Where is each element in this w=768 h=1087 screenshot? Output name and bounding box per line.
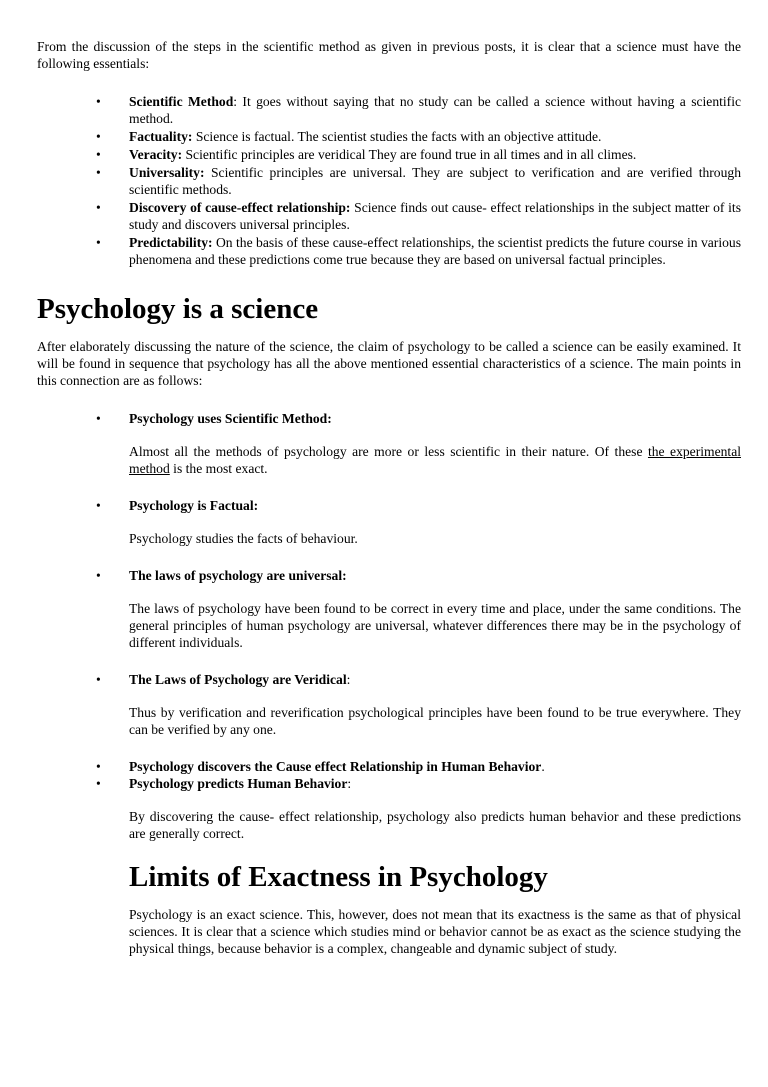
limits-paragraph: Psychology is an exact science. This, however, does not mean that its exactness is the same as that of physical sciences. It is clear that a science which studies mind or behavior cannot be as exact as the science studying the physical things, because behavior is a complex, changeable and dynamic subject of study. <box>129 907 741 956</box>
claims-list <box>37 758 741 792</box>
claim-item-scientific-method <box>37 410 741 427</box>
document-page <box>37 32 741 957</box>
essentials-list <box>37 93 741 268</box>
essential-item <box>37 234 741 268</box>
bullet-icon: • <box>96 94 101 109</box>
heading-psychology-is-a-science: Psychology is a science <box>37 293 319 325</box>
intro-paragraph: From the discussion of the steps in the scientific method as given in previous posts, it is clear that a science must have the following essentials: <box>37 39 741 71</box>
heading-limits-of-exactness: Limits of Exactness in Psychology <box>129 861 548 893</box>
claim-item-universal <box>37 567 741 584</box>
bullet-icon: • <box>96 498 101 513</box>
claim-title: Psychology predicts Human Behavior <box>129 776 348 791</box>
claim-suffix: : <box>347 776 352 791</box>
essential-term: Predictability: <box>129 235 213 250</box>
essential-item <box>37 146 741 163</box>
bullet-icon: • <box>96 165 101 180</box>
claims-list <box>37 671 741 688</box>
claim-desc: Psychology studies the facts of behaviour. <box>129 531 358 546</box>
essential-desc: Scientific principles are veridical They are found true in all times and in all climes. <box>182 147 637 162</box>
bullet-icon: • <box>96 672 101 687</box>
claims-list <box>37 410 741 427</box>
essential-desc: : It goes without saying that no study can be called a science without having a scientific method. <box>129 94 742 126</box>
claim-paragraph: After elaborately discussing the nature of the science, the claim of psychology to be called a science can be easily examined. It will be found in sequence that psychology has all the above mentioned essential characteristics of a science. The main points in this connection are as follows: <box>37 339 741 388</box>
claim-item-predicts <box>37 775 741 792</box>
bullet-icon: • <box>96 200 101 215</box>
essential-term: Veracity: <box>129 147 183 162</box>
essential-term: Universality: <box>129 165 205 180</box>
essential-term: Factuality: <box>129 129 193 144</box>
claim-item-cause-effect <box>37 758 741 775</box>
claim-title: Psychology discovers the Cause effect Relationship in Human Behavior <box>129 759 542 774</box>
essential-term: Scientific Method <box>129 94 234 109</box>
claim-title: The laws of psychology are universal: <box>129 568 347 583</box>
essential-item <box>37 199 741 233</box>
claim-desc: Thus by verification and reverification psychological principles have been found to be true everywhere. They can be verified by any one. <box>129 705 741 737</box>
claim-desc: The laws of psychology have been found to be correct in every time and place, under the same conditions. The general principles of human psychology are universal, whatever differences there may be in the psychology of different individuals. <box>129 601 741 650</box>
claim-suffix: . <box>541 759 545 774</box>
essential-item <box>37 93 741 127</box>
bullet-icon: • <box>96 129 101 144</box>
claim-item-factual <box>37 497 741 514</box>
claim-item-veridical <box>37 671 741 688</box>
experimental-method-link[interactable]: the experimental method <box>129 444 741 476</box>
essential-desc: Science is factual. The scientist studies the facts with an objective attitude. <box>192 129 602 144</box>
essential-item <box>37 128 741 145</box>
bullet-icon: • <box>96 776 101 791</box>
bullet-icon: • <box>96 759 101 774</box>
claim-desc-text: is the most exact. <box>169 461 268 476</box>
bullet-icon: • <box>96 411 101 426</box>
bullet-icon: • <box>96 235 101 250</box>
claim-desc <box>37 443 741 477</box>
essential-desc: Science finds out cause- effect relationships in the subject matter of its study and discovers universal principles. <box>129 200 741 232</box>
claim-title: The Laws of Psychology are Veridical <box>129 672 347 687</box>
bullet-icon: • <box>96 147 101 162</box>
claim-desc: By discovering the cause- effect relationship, psychology also predicts human behavior and these predictions are generally correct. <box>129 809 741 841</box>
claims-list <box>37 497 741 514</box>
claim-suffix: : <box>346 672 351 687</box>
claims-list <box>37 567 741 584</box>
essential-item <box>37 164 741 198</box>
bullet-icon: • <box>96 568 101 583</box>
claim-title: Psychology uses Scientific Method: <box>129 411 332 426</box>
essential-desc: On the basis of these cause-effect relationships, the scientist predicts the future course in various phenomena and these predictions come true because they are based on universal factual principles. <box>129 235 741 267</box>
claim-title: Psychology is Factual: <box>129 498 259 513</box>
claim-desc-text: Almost all the methods of psychology are more or less scientific in their nature. Of these <box>129 444 648 459</box>
essential-term: Discovery of cause-effect relationship: <box>129 200 351 215</box>
essential-desc: Scientific principles are universal. They are subject to verification and are verified through scientific methods. <box>129 165 741 197</box>
